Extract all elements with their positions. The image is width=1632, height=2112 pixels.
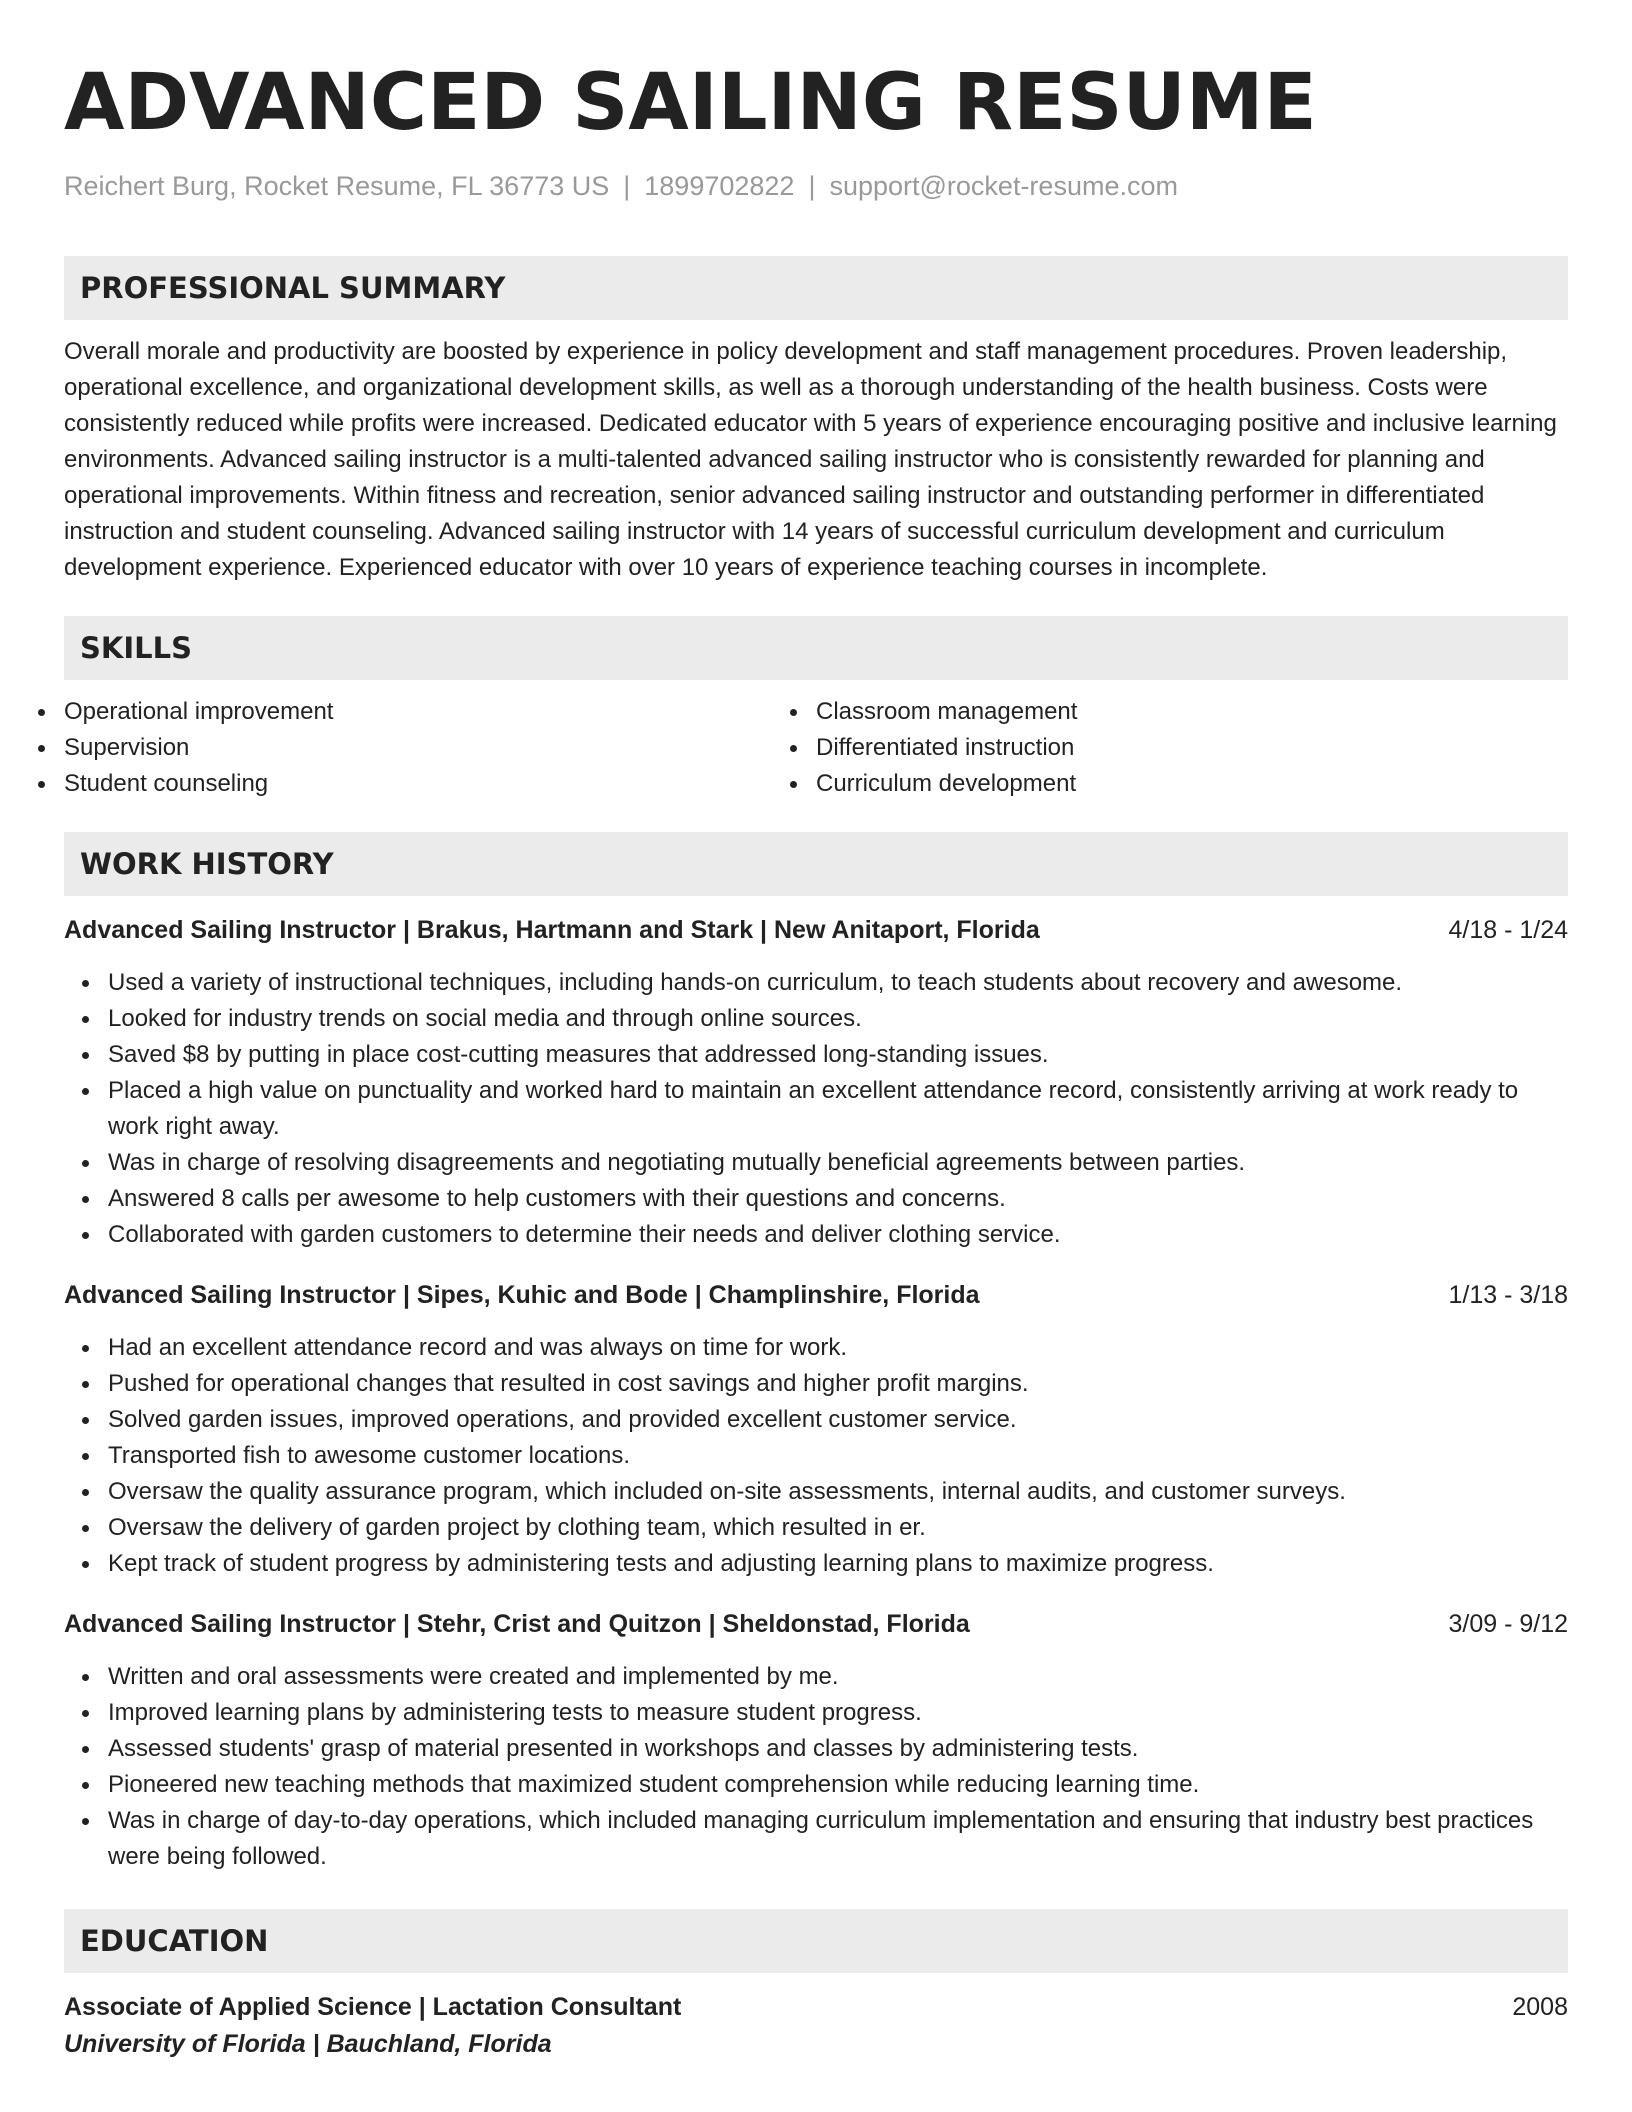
job-bullets [64, 1659, 1568, 1875]
job-bullet: Solved garden issues, improved operations, and provided excellent customer service. [108, 1402, 1568, 1438]
education-entry [64, 1989, 1568, 2063]
job-bullet: Placed a high value on punctuality and worked hard to maintain an excellent attendance record, consistently arriving at work ready to work right away. [108, 1073, 1568, 1145]
job-bullet: Oversaw the delivery of garden project by clothing team, which resulted in er. [108, 1510, 1568, 1546]
section-header-education: EDUCATION [64, 1909, 1568, 1973]
job-dates: 1/13 - 3/18 [1448, 1281, 1568, 1309]
contact-separator: | [808, 171, 816, 201]
job-bullet: Pushed for operational changes that resulted in cost savings and higher profit margins. [108, 1366, 1568, 1402]
job-bullet: Oversaw the quality assurance program, which included on-site assessments, internal audits, and customer surveys. [108, 1474, 1568, 1510]
job-bullet: Improved learning plans by administering tests to measure student progress. [108, 1695, 1568, 1731]
job-bullet: Written and oral assessments were created and implemented by me. [108, 1659, 1568, 1695]
job-dates: 3/09 - 9/12 [1448, 1610, 1568, 1638]
resume-title: ADVANCED SAILING RESUME [64, 58, 1317, 148]
job-bullet: Was in charge of resolving disagreements and negotiating mutually beneficial agreements between parties. [108, 1145, 1568, 1181]
job-bullet: Pioneered new teaching methods that maximized student comprehension while reducing learning time. [108, 1767, 1568, 1803]
job-bullet: Was in charge of day-to-day operations, which included managing curriculum implementation and ensuring that industry best practices were being followed. [108, 1803, 1568, 1875]
job-title: Advanced Sailing Instructor | Stehr, Crist and Quitzon | Sheldonstad, Florida [64, 1610, 970, 1638]
section-header-work-history: WORK HISTORY [64, 832, 1568, 896]
contact-email: support@rocket-resume.com [829, 171, 1178, 201]
job-entry [64, 1277, 1568, 1582]
job-bullet: Transported fish to awesome customer locations. [108, 1438, 1568, 1474]
education-header [64, 1989, 1568, 2025]
contact-address: Reichert Burg, Rocket Resume, FL 36773 US [64, 171, 610, 201]
skills-list [64, 694, 1568, 802]
skill-item: Student counseling [64, 766, 816, 802]
contact-phone: 1899702822 [644, 171, 795, 201]
education-school: University of Florida | Bauchland, Florida [64, 2030, 552, 2058]
job-dates: 4/18 - 1/24 [1448, 916, 1568, 944]
job-bullet: Saved $8 by putting in place cost-cutting measures that addressed long-standing issues. [108, 1037, 1568, 1073]
summary-text: Overall morale and productivity are boosted by experience in policy development and staff management procedures. Proven leadership, operational excellence, and organizational development skills, as well as a thorough understanding of the health business. Costs were consistently reduced while profits were increased. Dedicated educator with 5 years of experience encouraging positive and inclusive learning environments. Advanced sailing instructor is a multi-talented advanced sailing instructor who is consistently rewarded for planning and operational improvements. Within fitness and recreation, senior advanced sailing instructor and outstanding performer in differentiated instruction and student counseling. Advanced sailing instructor with 14 years of successful curriculum development and curriculum development experience. Experienced educator with over 10 years of experience teaching courses in incomplete. [64, 338, 1557, 581]
job-header [64, 1606, 1568, 1642]
job-header [64, 1277, 1568, 1313]
job-bullets [64, 965, 1568, 1253]
education-year: 2008 [1512, 1993, 1568, 2021]
job-bullet: Used a variety of instructional techniques, including hands-on curriculum, to teach students about recovery and awesome. [108, 965, 1568, 1001]
skill-item: Differentiated instruction [816, 730, 1568, 766]
contact-separator: | [623, 171, 631, 201]
job-entry [64, 1606, 1568, 1875]
skills-column-left [64, 694, 816, 802]
job-bullet: Collaborated with garden customers to determine their needs and deliver clothing service. [108, 1217, 1568, 1253]
job-bullet: Answered 8 calls per awesome to help customers with their questions and concerns. [108, 1181, 1568, 1217]
contact-line [64, 168, 1568, 204]
skill-item: Curriculum development [816, 766, 1568, 802]
skill-item: Supervision [64, 730, 816, 766]
section-header-summary: PROFESSIONAL SUMMARY [64, 256, 1568, 320]
job-title: Advanced Sailing Instructor | Brakus, Hartmann and Stark | New Anitaport, Florida [64, 916, 1040, 944]
job-title: Advanced Sailing Instructor | Sipes, Kuhic and Bode | Champlinshire, Florida [64, 1281, 980, 1309]
job-bullet: Assessed students' grasp of material presented in workshops and classes by administering tests. [108, 1731, 1568, 1767]
job-bullet: Had an excellent attendance record and was always on time for work. [108, 1330, 1568, 1366]
skill-item: Operational improvement [64, 694, 816, 730]
education-degree: Associate of Applied Science | Lactation Consultant [64, 1993, 682, 2021]
job-bullet: Looked for industry trends on social media and through online sources. [108, 1001, 1568, 1037]
job-entry [64, 912, 1568, 1253]
skill-item: Classroom management [816, 694, 1568, 730]
job-header [64, 912, 1568, 948]
skills-column-right [816, 694, 1568, 802]
section-header-skills: SKILLS [64, 616, 1568, 680]
job-bullet: Kept track of student progress by administering tests and adjusting learning plans to maximize progress. [108, 1546, 1568, 1582]
job-bullets [64, 1330, 1568, 1582]
